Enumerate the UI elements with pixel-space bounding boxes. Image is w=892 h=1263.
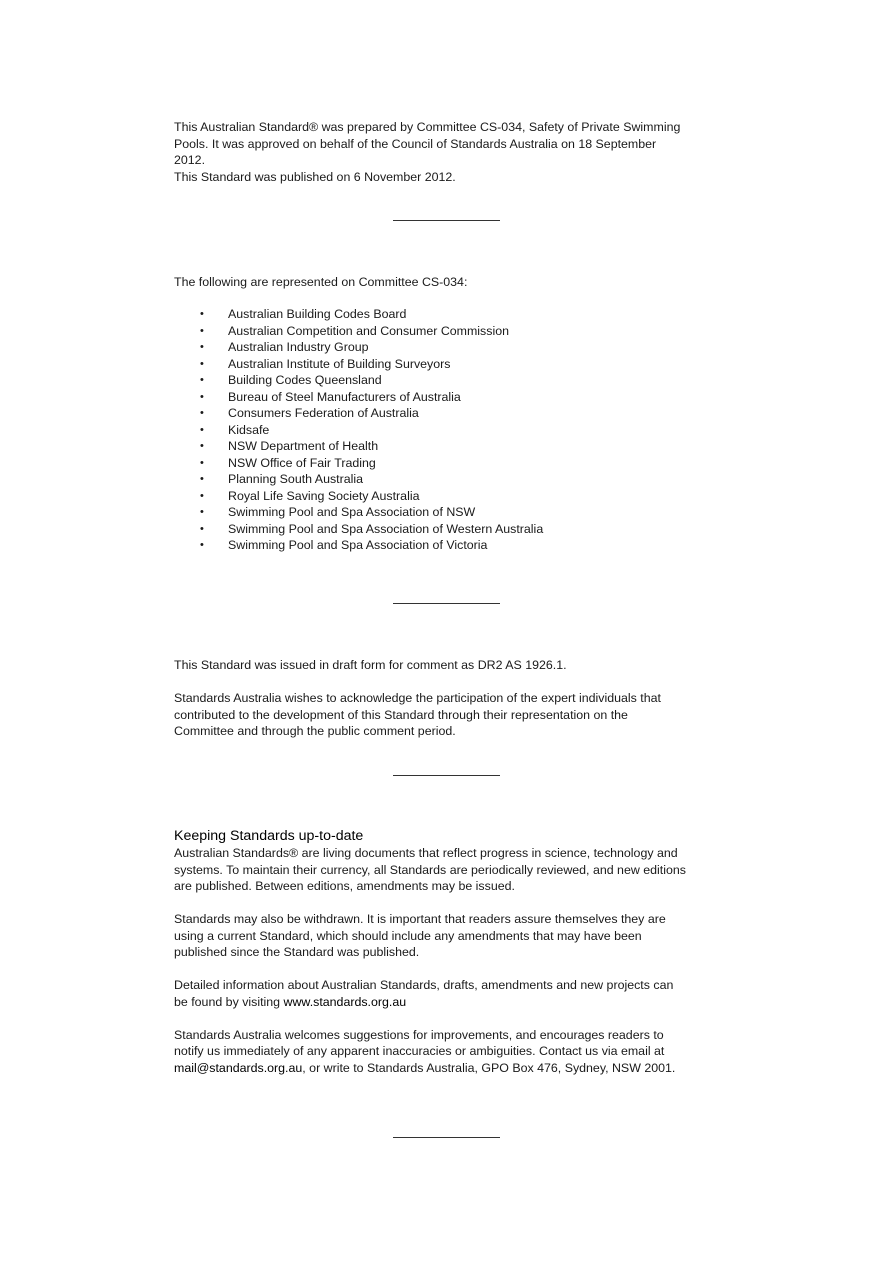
committee-member-list: [200, 306, 720, 554]
draft-issued-text: This Standard was issued in draft form for comment as DR2 AS 1926.1.: [174, 658, 567, 672]
bullet-icon: •: [200, 324, 204, 337]
paragraph-line: notify us immediately of any apparent inaccuracies or ambiguities. Contact us via email at: [174, 1044, 665, 1058]
member-name: Swimming Pool and Spa Association of Western Australia: [228, 521, 544, 536]
paragraph-line: Standards may also be withdrawn. It is important that readers assure themselves they are: [174, 912, 666, 926]
list-item: [200, 438, 720, 455]
bullet-icon: •: [200, 407, 204, 419]
member-name: Australian Competition and Consumer Commission: [228, 323, 509, 338]
bullet-icon: •: [200, 489, 204, 502]
member-name: Swimming Pool and Spa Association of Victoria: [228, 538, 488, 552]
website-link[interactable]: www.standards.org.au: [283, 994, 407, 1009]
bullet-icon: •: [200, 522, 204, 535]
member-name: Australian Industry Group: [228, 340, 369, 354]
paragraph-line: are published. Between editions, amendments may be issued.: [174, 879, 515, 893]
acknowledgement-line: Committee and through the public comment period.: [174, 724, 456, 738]
bullet-icon: •: [200, 423, 204, 436]
list-item: [200, 372, 720, 389]
member-name: Planning South Australia: [228, 472, 364, 486]
approval-line: This Australian Standard® was prepared by Committee CS-034, Safety of Private Swimming: [174, 120, 681, 134]
paragraph-line: [174, 1060, 734, 1077]
publication-date: This Standard was published on 6 November 2012.: [174, 169, 456, 184]
paragraph-text: be found by visiting: [174, 994, 284, 1009]
bullet-icon: •: [200, 456, 204, 469]
bullet-icon: •: [200, 440, 204, 452]
approval-line: Pools. It was approved on behalf of the Council of Standards Australia on 18 September: [174, 136, 657, 151]
list-item: [200, 356, 720, 373]
member-name: NSW Office of Fair Trading: [228, 455, 376, 470]
bullet-icon: •: [200, 473, 204, 485]
paragraph-line: Standards Australia welcomes suggestions for improvements, and encourages readers to: [174, 1027, 664, 1042]
draft-acknowledgement: [174, 657, 734, 740]
list-item: [200, 389, 720, 406]
bullet-icon: •: [200, 308, 204, 320]
bullet-icon: •: [200, 390, 204, 403]
member-name: Australian Building Codes Board: [228, 307, 407, 321]
member-name: Consumers Federation of Australia: [228, 406, 419, 420]
list-item: [200, 323, 720, 340]
section-divider: [393, 775, 500, 776]
bullet-icon: •: [200, 506, 204, 518]
bullet-icon: •: [200, 374, 204, 386]
section-divider: [393, 1137, 500, 1138]
list-item: [200, 422, 720, 439]
acknowledgement-line: Standards Australia wishes to acknowledge the participation of the expert individuals that: [174, 691, 661, 705]
paragraph-line: Detailed information about Australian Standards, drafts, amendments and new projects can: [174, 978, 674, 992]
list-item: [200, 537, 720, 554]
bullet-icon: •: [200, 539, 204, 551]
member-name: Bureau of Steel Manufacturers of Australia: [228, 389, 461, 404]
list-item: [200, 471, 720, 488]
paragraph-text: , or write to Standards Australia, GPO Box 476, Sydney, NSW 2001.: [302, 1060, 676, 1075]
section-divider: [393, 603, 500, 604]
email-link[interactable]: mail@standards.org.au: [174, 1060, 303, 1075]
member-name: Royal Life Saving Society Australia: [228, 488, 420, 503]
member-name: NSW Department of Health: [228, 439, 379, 453]
approval-line: 2012.: [174, 153, 206, 167]
member-name: Australian Institute of Building Surveyors: [228, 356, 451, 371]
committee-intro-text: The following are represented on Committee CS-034:: [174, 275, 468, 289]
list-item: [200, 521, 720, 538]
paragraph-line: systems. To maintain their currency, all Standards are periodically reviewed, and new editions: [174, 862, 686, 877]
member-name: Swimming Pool and Spa Association of NSW: [228, 505, 476, 519]
paragraph-line: Australian Standards® are living documents that reflect progress in science, technology and: [174, 846, 678, 860]
acknowledgement-line: contributed to the development of this Standard through their representation on the: [174, 707, 628, 722]
list-item: [200, 504, 720, 521]
keeping-up-to-date-section: [174, 827, 734, 1076]
member-name: Building Codes Queensland: [228, 373, 382, 387]
list-item: [200, 405, 720, 422]
paragraph-line: [174, 994, 734, 1011]
list-item: [200, 306, 720, 323]
committee-intro: [174, 274, 734, 291]
list-item: [200, 455, 720, 472]
approval-statement: [174, 119, 734, 185]
section-divider: [393, 220, 500, 221]
section-heading: Keeping Standards up-to-date: [174, 828, 364, 844]
bullet-icon: •: [200, 341, 204, 353]
paragraph-line: published since the Standard was published.: [174, 945, 420, 959]
bullet-icon: •: [200, 357, 204, 370]
paragraph-line: using a current Standard, which should include any amendments that may have been: [174, 928, 642, 943]
list-item: [200, 339, 720, 356]
list-item: [200, 488, 720, 505]
member-name: Kidsafe: [228, 422, 270, 437]
